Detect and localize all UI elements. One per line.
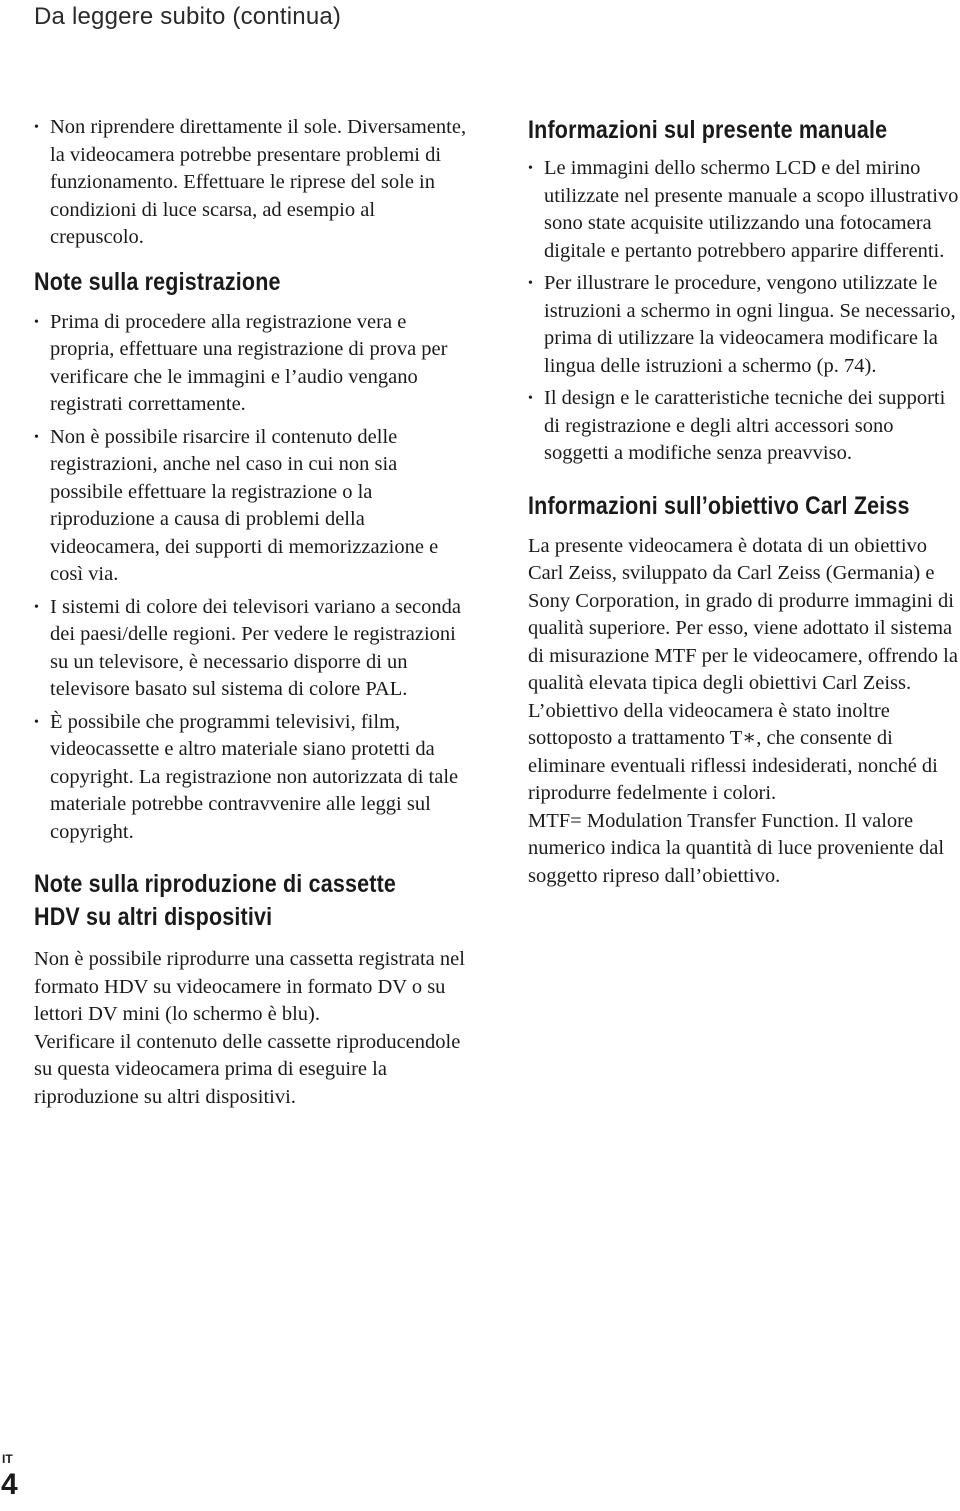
- list-item-text: Non riprendere direttamente il sole. Diversamente, la videocamera potrebbe presentare problemi di funzionamento. Effettuare le riprese del sole in condizioni di luce scarsa, ad esempio al crepuscolo.: [50, 116, 467, 248]
- list-item: [34, 594, 474, 704]
- section-title-hdv-playback-line1: Note sulla riproduzione di cassette: [34, 870, 397, 898]
- list-item: [528, 270, 960, 380]
- hdv-paragraph: Non è possibile riprodurre una cassetta registrata nel formato HDV su videocamere in formato DV o su lettori DV mini (lo schermo è blu).: [34, 948, 465, 1025]
- page-title: Da leggere subito (continua): [34, 3, 342, 30]
- list-item: [34, 424, 474, 589]
- list-item: [34, 114, 474, 252]
- list-item: [528, 155, 960, 265]
- manual-info-list: [528, 155, 960, 468]
- bullet-marker: •: [34, 714, 39, 730]
- bullet-marker: •: [34, 120, 39, 135]
- zeiss-paragraph: MTF= Modulation Transfer Function. Il valore numerico indica la quantità di luce proveniente dal soggetto ripreso dall’obiettivo.: [528, 809, 945, 887]
- language-code: IT: [2, 1452, 13, 1466]
- page-number: 4: [1, 1468, 18, 1501]
- list-item-text: Il design e le caratteristiche tecniche dei supporti di registrazione e degli altri accessori sono soggetti a modifiche senza preavviso.: [544, 387, 946, 464]
- section-title-zeiss-lens: Informazioni sull’obiettivo Carl Zeiss: [528, 491, 910, 520]
- list-item-text: Prima di procedere alla registrazione vera e propria, effettuare una registrazione di prova per verificare che le immagini e l’audio vengano registrati correttamente.: [50, 310, 448, 415]
- list-item-text: I sistemi di colore dei televisori variano a seconda dei paesi/delle regioni. Per vedere le registrazioni su un televisore, è necessario disporre di un televisore basato sul sistema di colore PAL.: [50, 595, 462, 700]
- page-footer-tab: [0, 1452, 20, 1502]
- zeiss-paragraph: La presente videocamera è dotata di un obiettivo Carl Zeiss, sviluppato da Carl Zeiss (Germania) e Sony Corporation, in grado di produrre immagini di qualità superiore. Per esso, viene adottato il sistema di misurazione MTF per le videocamere, offrendo la qualità elevata tipica degli obiettivi Carl Zeiss. L’obiettivo della videocamera è stato inoltre sottoposto a trattamento T∗, che consente di eliminare eventuali riflessi indesiderati, nonché di riprodurre fedelmente i colori.: [528, 534, 958, 804]
- recording-notes-list: [34, 309, 474, 847]
- list-item-text: È possibile che programmi televisivi, film, videocassette e altro materiale siano protetti da copyright. La registrazione non autorizzata di tale materiale potrebbe contravvenire alle leggi sul copyright.: [50, 710, 459, 843]
- hdv-paragraph: Verificare il contenuto delle cassette riproducendole su questa videocamera prima di eseguire la riproduzione su altri dispositivi.: [34, 1030, 461, 1108]
- list-item: [528, 385, 960, 468]
- intro-bullet-list: [34, 114, 474, 252]
- bullet-marker: •: [34, 429, 39, 445]
- list-item-text: Per illustrare le procedure, vengono utilizzate le istruzioni a schermo in ogni lingua. Se necessario, prima di utilizzare la videocamera modificare la lingua delle istruzioni a schermo (p. 74).: [544, 272, 956, 377]
- bullet-marker: •: [528, 276, 533, 291]
- bullet-marker: •: [528, 391, 533, 406]
- left-column: [34, 114, 474, 1111]
- bullet-marker: •: [34, 314, 39, 330]
- bullet-marker: •: [528, 161, 533, 176]
- list-item-text: Le immagini dello schermo LCD e del mirino utilizzate nel presente manuale a scopo illustrativo sono state acquisite utilizzando una fotocamera digitale e pertanto potrebbero apparire differenti.: [544, 157, 959, 262]
- page-header: [0, 0, 960, 44]
- list-item-text: Non è possibile risarcire il contenuto delle registrazioni, anche nel caso in cui non sia possibile effettuare la registrazione o la riproduzione a causa di problemi della videocamera, dei supporti di memorizzazione e così via.: [50, 425, 439, 585]
- section-title-recording-notes: Note sulla registrazione: [34, 267, 281, 296]
- right-column: [528, 114, 960, 890]
- list-item: [34, 709, 474, 847]
- list-item: [34, 309, 474, 419]
- bullet-marker: •: [34, 599, 39, 615]
- section-title-manual-info: Informazioni sul presente manuale: [528, 116, 888, 144]
- section-title-hdv-playback-line2: HDV su altri dispositivi: [34, 903, 273, 931]
